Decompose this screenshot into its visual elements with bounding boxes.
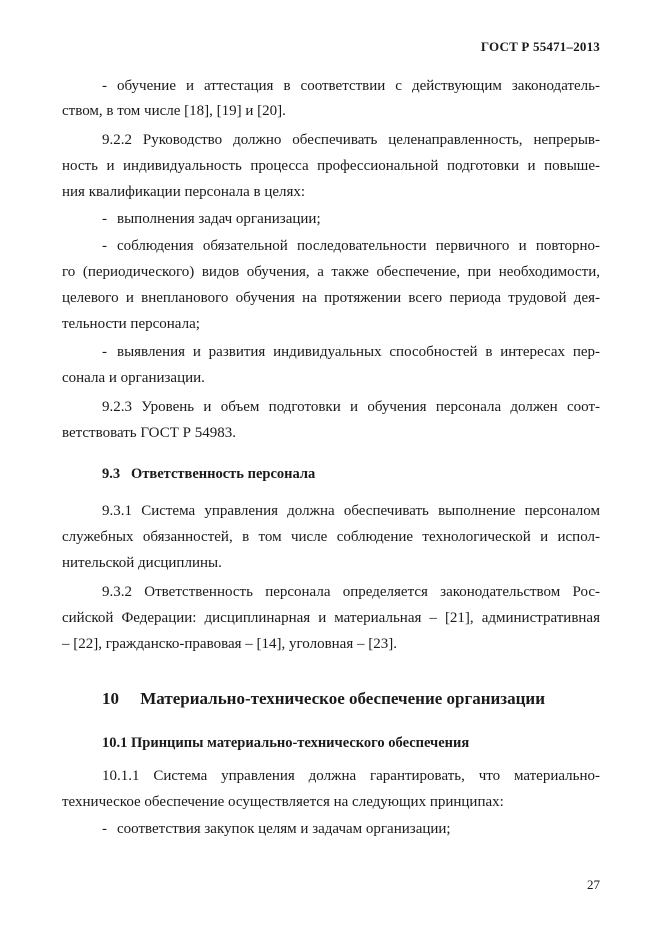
paragraph-9-2-3: 9.2.3 Уровень и объем подготовки и обучения персонала должен соот- [102,399,600,415]
list-dash: - [102,78,107,94]
text-line: – [22], гражданско-правовая – [14], уголовная – [23]. [62,636,397,652]
text-line: целевого и внепланового обучения на протяжении всего периода трудовой дея- [62,290,600,306]
list-item: - выявления и развития индивидуальных способностей в интересах пер- [102,344,600,360]
list-item: - выполнения задач организации; [102,211,321,227]
text-line: го (периодического) видов обучения, а также обеспечение, при необходимости, [62,264,600,280]
list-item: - соответствия закупок целям и задачам организации; [102,821,451,837]
text-line: сонала и организации. [62,370,205,386]
text-line: ветствовать ГОСТ Р 54983. [62,425,236,441]
list-item: - соблюдения обязательной последовательности первичного и повторно- [102,238,600,254]
text-line: - обучение и аттестация в соответствии с действующим законодатель- [102,78,600,94]
text-line: служебных обязанностей, в том числе соблюдение технологической и испол- [62,529,600,545]
text-line: ством, в том числе [18], [19] и [20]. [62,103,286,119]
section-10-heading: 10 Материально-техническое обеспечение организации [102,689,546,708]
text-line: сийской Федерации: дисциплинарная и материальная – [21], административная [62,610,600,626]
subsection-10-1-heading: 10.1 Принципы материально-технического обеспечения [102,735,470,751]
text-line: нительской дисциплины. [62,555,222,571]
paragraph-9-3-2: 9.3.2 Ответственность персонала определяется законодательством Рос- [102,584,600,600]
text-line: ность и индивидуальность процесса профессиональной подготовки и повыше- [62,158,600,174]
paragraph-9-3-1: 9.3.1 Система управления должна обеспечивать выполнение персоналом [102,503,600,519]
paragraph-9-2-2: 9.2.2 Руководство должно обеспечивать целенаправленность, непрерыв- [102,132,600,148]
section-9-3-heading: 9.3 Ответственность персонала [102,466,316,482]
text-line: тельности персонала; [62,316,200,332]
paragraph-10-1-1: 10.1.1 Система управления должна гарантировать, что материально- [102,768,600,784]
page-number: 27 [587,877,600,892]
standard-code-header: ГОСТ Р 55471–2013 [480,39,600,54]
text-line: техническое обеспечение осуществляется на следующих принципах: [62,794,504,810]
text-line: ния квалификации персонала в целях: [62,184,306,200]
